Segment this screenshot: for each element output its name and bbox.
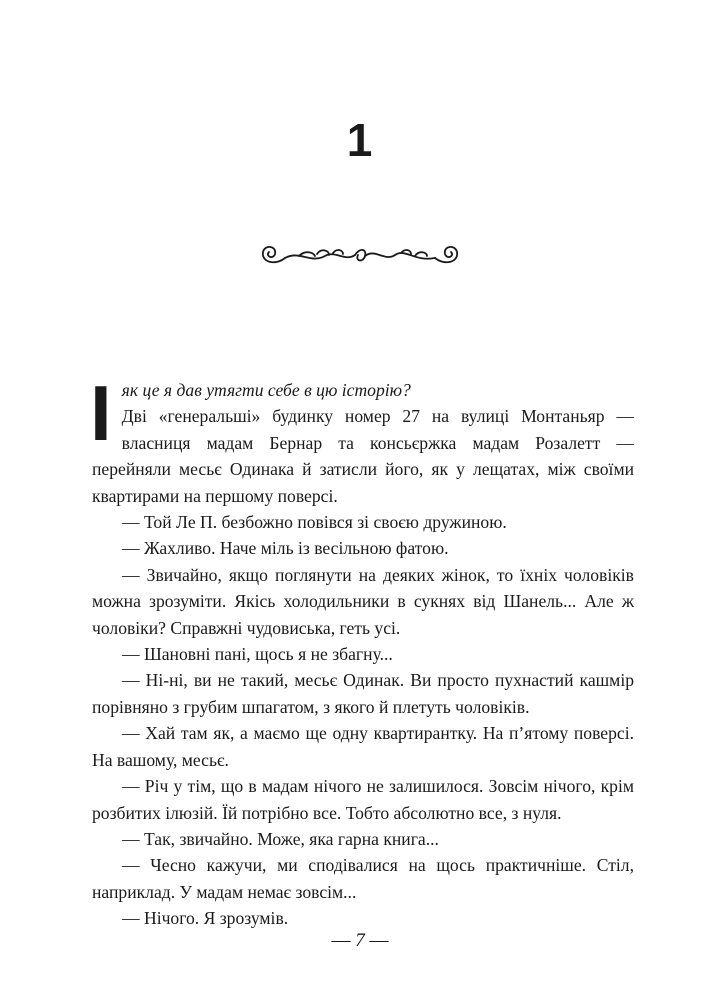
folio-dash-left: — xyxy=(331,930,351,951)
paragraph: — Річ у тім, що в мадам нічого не залишилося. Зовсім нічого, крім розбитих ілюзій. Їй потрібно все. Тобто абсолютно все, з нуля. xyxy=(92,776,634,823)
paragraph: — Хай там як, а маємо ще одну квартирантку. На п’ятому поверсі. На вашому, месьє. xyxy=(92,723,634,770)
opening-italic-lead: як це я дав утягти себе в цю історію? xyxy=(121,380,411,400)
folio-dash-right: — xyxy=(369,930,389,951)
paragraph: — Той Ле П. безбожно повівся зі своєю дружиною. xyxy=(122,512,507,533)
chapter-text xyxy=(90,369,634,932)
paragraph: — Жахливо. Наче міль із весільною фатою. xyxy=(122,538,449,559)
paragraph: — Ні-ні, ви не такий, месьє Одинак. Ви просто пухнастий кашмір порівняно з грубим шпагатом, з якого й плетуть чоловіків. xyxy=(92,670,634,717)
page-folio xyxy=(0,930,720,952)
paragraph: — Шановні пані, щось я не збагну... xyxy=(122,644,393,665)
page-number: 7 xyxy=(355,930,365,951)
paragraph: — Так, звичайно. Може, яка гарна книга... xyxy=(122,828,439,849)
opening-paragraph xyxy=(90,369,634,509)
drop-cap: І xyxy=(90,369,112,457)
opening-rest: Дві «генеральші» будинку номер 27 на вулиці Монтаньяр — власниця мадам Бернар та консьєржка мадам Розалетт — перейняли месьє Одинака й затисли його, як у лещатах, між своїми квартирами на першому поверсі. xyxy=(92,406,634,506)
ornament-flourish-icon xyxy=(255,236,465,276)
chapter-number: 1 xyxy=(346,114,374,166)
paragraph: — Звичайно, якщо поглянути на деяких жінок, то їхніх чоловіків можна зрозуміти. Якісь холодильники в сукнях від Шанель... Але ж чоловіки? Справжні чудовиська, геть усі. xyxy=(92,564,634,638)
paragraph: — Чесно кажучи, ми сподівалися на щось практичніше. Стіл, наприклад. У мадам немає зовсім... xyxy=(92,855,634,902)
paragraph: — Нічого. Я зрозумів. xyxy=(122,908,289,929)
